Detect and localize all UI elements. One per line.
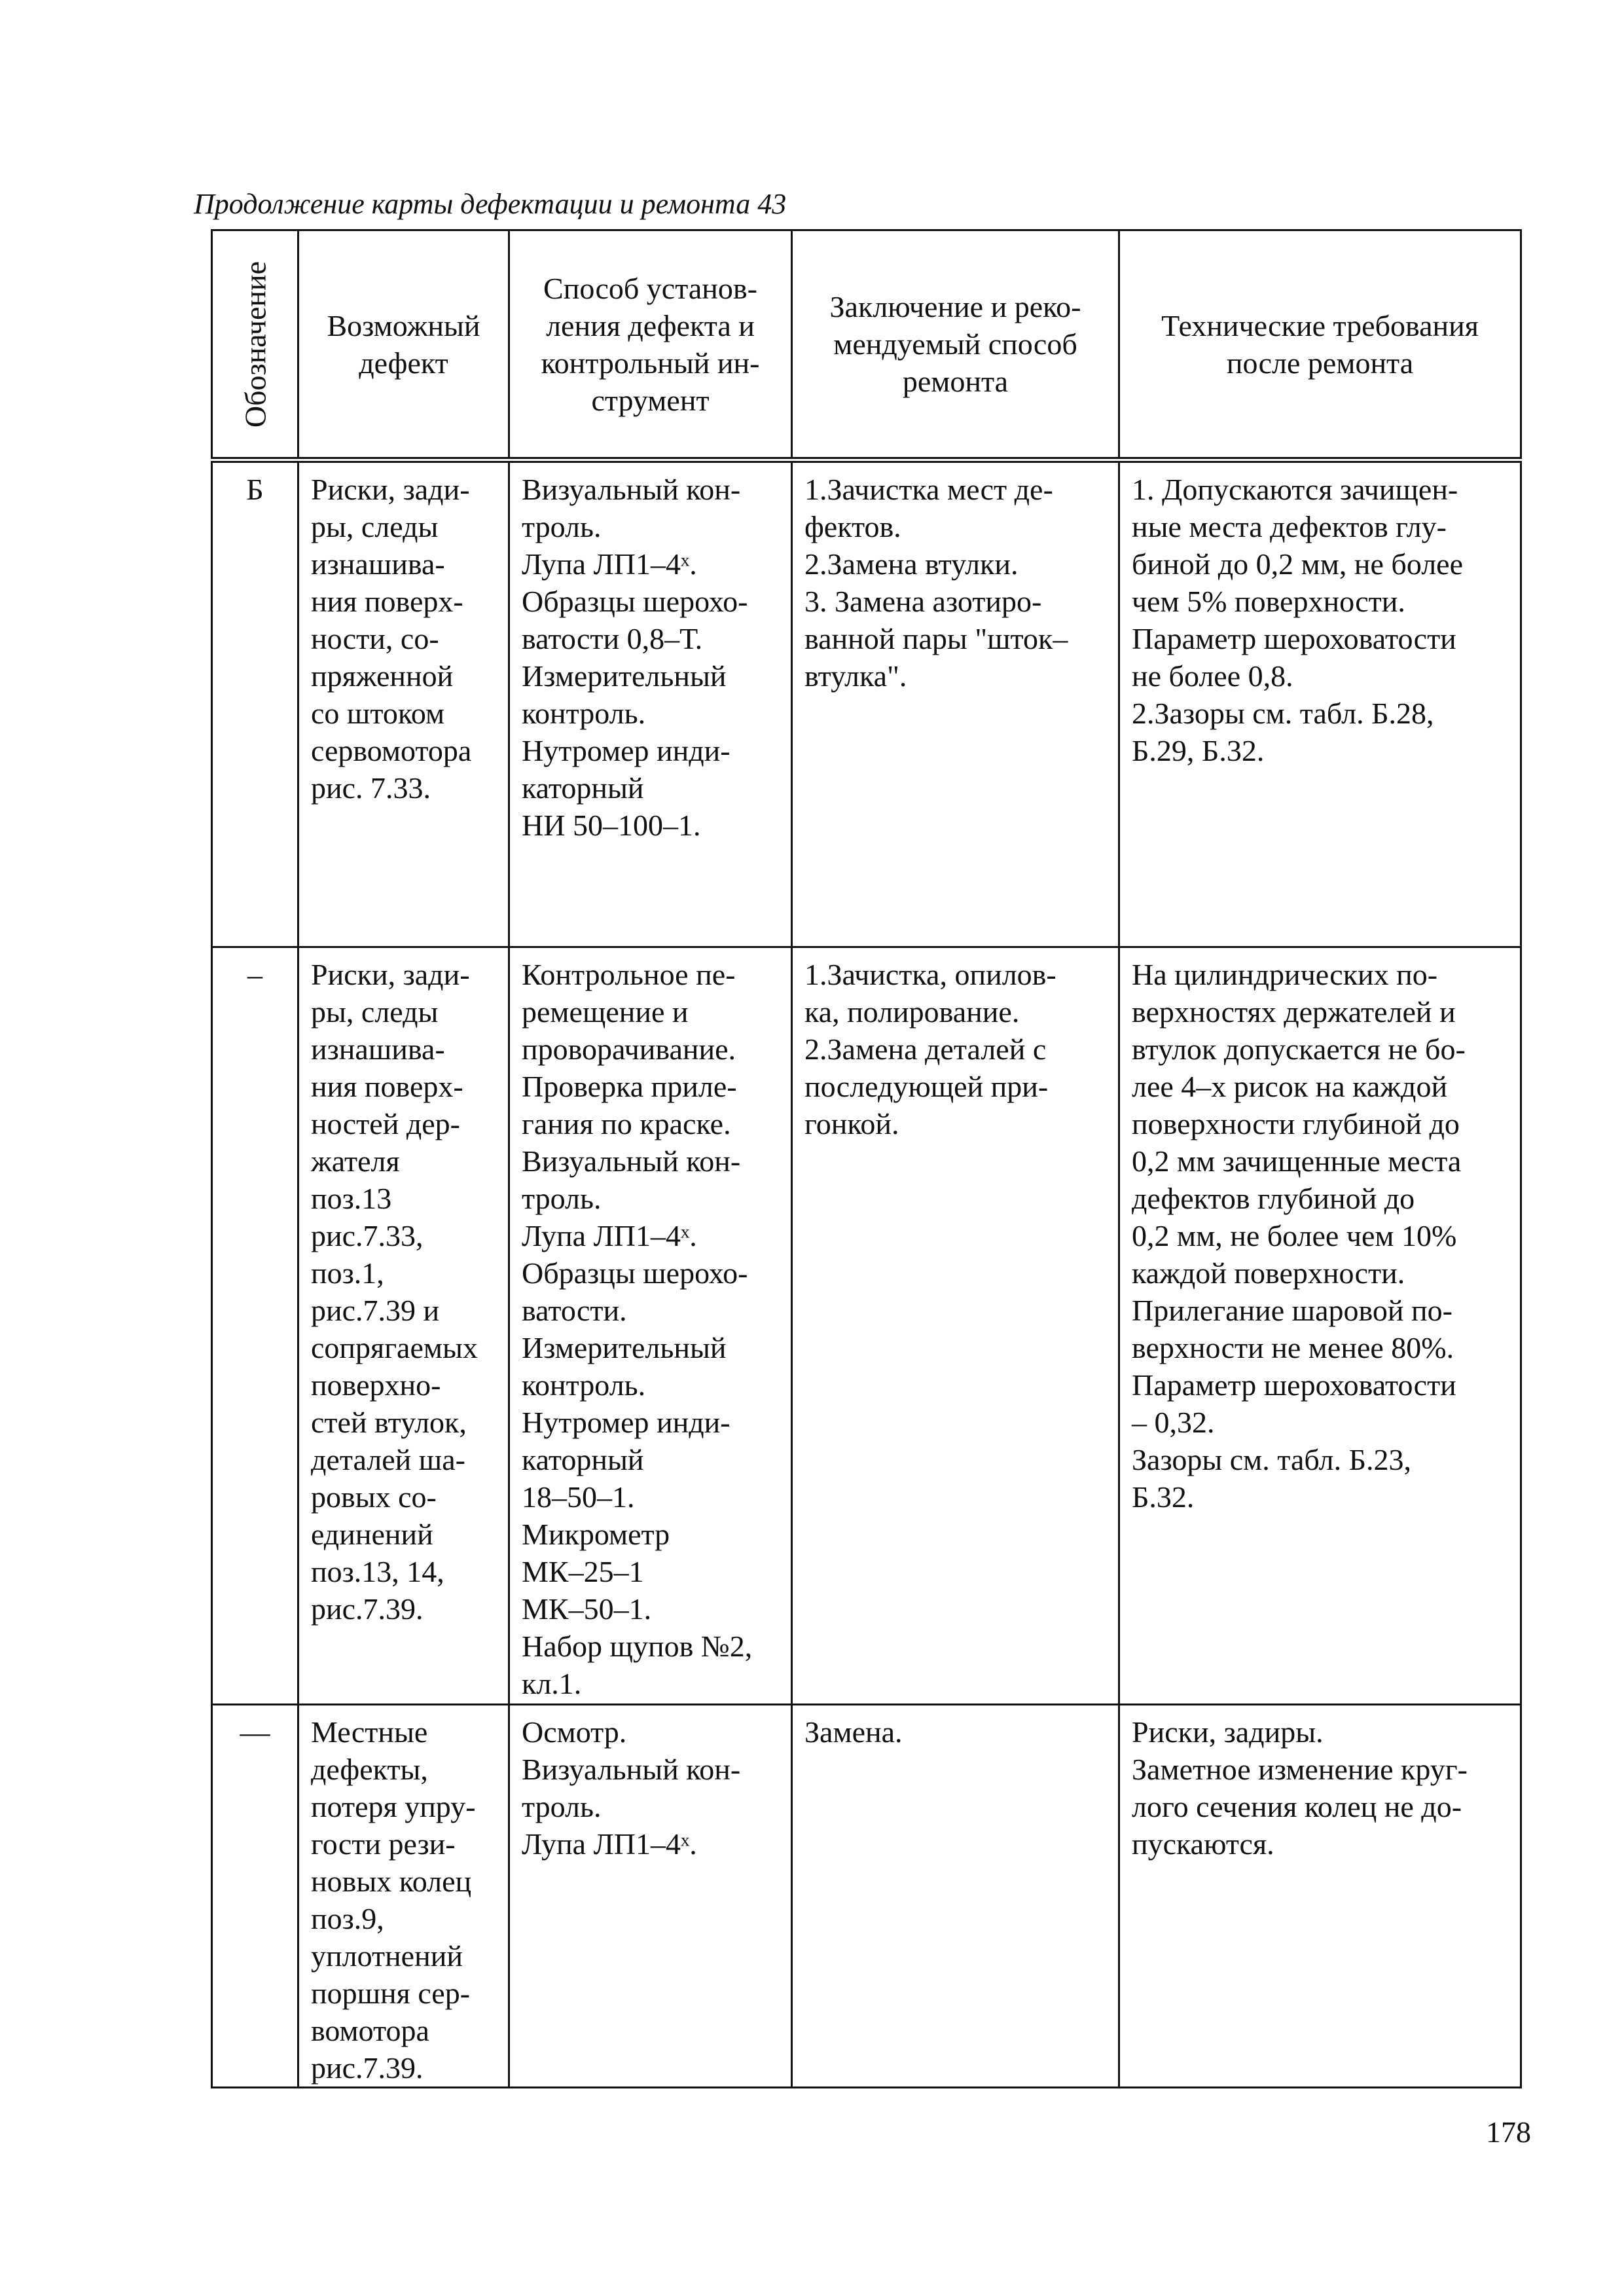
text-line: сервомотора — [311, 734, 472, 767]
table-caption: Продолжение карты дефектации и ремонта 43 — [194, 188, 787, 220]
text-line: Проверка приле- — [522, 1070, 737, 1103]
text-line: ры, следы — [311, 995, 439, 1029]
text-line: гания по краске. — [522, 1107, 731, 1140]
text-line: потеря упру- — [311, 1790, 476, 1823]
text-line: рис.7.39 и — [311, 1294, 440, 1327]
text-line: гонкой. — [804, 1107, 899, 1140]
text-line: Измерительный — [522, 1331, 727, 1364]
text-line: Осмотр. — [522, 1715, 627, 1749]
text-line: Образцы шерохо- — [522, 585, 748, 618]
text-line: Прилегание шаровой по- — [1132, 1294, 1453, 1327]
text-line: дефекты, — [311, 1753, 428, 1786]
text-line: Лупа ЛП1–4ˣ. — [522, 547, 697, 581]
text-line: МК–50–1. — [522, 1592, 652, 1626]
text-line: Б.29, Б.32. — [1132, 734, 1265, 767]
text-line: 18–50–1. — [522, 1480, 635, 1514]
header-method — [509, 230, 792, 460]
text-line: струмент — [591, 383, 710, 417]
text-line: ления дефекта и — [546, 308, 755, 342]
text-line: На цилиндрических по- — [1132, 958, 1438, 991]
text-line: троль. — [522, 1182, 602, 1215]
text-line: гости рези- — [311, 1827, 456, 1861]
text-line: Набор щупов №2, — [522, 1630, 753, 1663]
text-line: рис.7.39. — [311, 1592, 424, 1626]
text-line: Визуальный кон- — [522, 1144, 741, 1178]
cell-requirements — [1119, 1705, 1521, 2088]
cell-defect — [298, 947, 509, 1705]
text-line: ния поверх- — [311, 585, 463, 618]
text-line: ремонта — [902, 365, 1009, 398]
text-line: НИ 50–100–1. — [522, 809, 701, 842]
text-line: ные места дефектов глу- — [1132, 510, 1447, 543]
cell-mark: — — [212, 1705, 298, 2088]
text-line: поверхно- — [311, 1368, 441, 1402]
text-line: втулка". — [804, 659, 907, 693]
table-header-row — [212, 230, 1521, 460]
text-line: единений — [311, 1518, 433, 1551]
text-line: пряженной — [311, 659, 454, 693]
text-line: стей втулок, — [311, 1406, 467, 1439]
text-line: деталей ша- — [311, 1443, 465, 1476]
text-line: сопрягаемых — [311, 1331, 478, 1364]
text-line: втулок допускается не бо- — [1132, 1032, 1466, 1066]
cell-requirements — [1119, 947, 1521, 1705]
text-line: 2.Зазоры см. табл. Б.28, — [1132, 697, 1434, 730]
text-line: Заметное изменение круг- — [1132, 1753, 1468, 1786]
text-line: Риски, зади- — [311, 473, 470, 506]
text-line: троль. — [522, 1790, 602, 1823]
text-line: мендуемый способ — [833, 327, 1077, 361]
text-line: Параметр шероховатости — [1132, 1368, 1456, 1402]
cell-defect — [298, 1705, 509, 2088]
text-line: после ремонта — [1226, 346, 1414, 380]
text-line: Визуальный кон- — [522, 1753, 741, 1786]
text-line: изнашива- — [311, 1032, 445, 1066]
table-row — [212, 947, 1521, 1705]
text-line: рис. 7.33. — [311, 771, 431, 805]
text-line: биной до 0,2 мм, не более — [1132, 547, 1463, 581]
text-line: каждой поверхности. — [1132, 1256, 1405, 1290]
text-line: фектов. — [804, 510, 901, 543]
text-line: ности, со- — [311, 622, 439, 655]
cell-conclusion — [792, 947, 1119, 1705]
text-line: уплотнений — [311, 1939, 463, 1973]
text-line: Возможный — [327, 308, 480, 342]
text-line: ровых со- — [311, 1480, 437, 1514]
cell-requirements — [1119, 460, 1521, 947]
cell-defect — [298, 460, 509, 947]
header-defect — [298, 230, 509, 460]
text-line: контроль. — [522, 697, 646, 730]
text-line: контрольный ин- — [541, 346, 760, 380]
text-line: контроль. — [522, 1368, 646, 1402]
text-line: жателя — [311, 1144, 400, 1178]
text-line: поверхности глубиной до — [1132, 1107, 1460, 1140]
header-conclusion — [792, 230, 1119, 460]
text-line: 2.Замена деталей с — [804, 1032, 1047, 1066]
cell-method — [509, 947, 792, 1705]
text-line: Способ установ- — [543, 271, 757, 305]
header-mark — [212, 230, 298, 460]
text-line: со штоком — [311, 697, 445, 730]
text-line: 1.Зачистка, опилов- — [804, 958, 1056, 991]
table-row — [212, 1705, 1521, 2088]
text-line: каторный — [522, 1443, 644, 1476]
cell-mark: – — [212, 947, 298, 1705]
text-line: МК–25–1 — [522, 1555, 644, 1588]
text-line: чем 5% поверхности. — [1132, 585, 1405, 618]
text-line: Микрометр — [522, 1518, 670, 1551]
text-line: проворачивание. — [522, 1032, 736, 1066]
text-line: дефектов глубиной до — [1132, 1182, 1415, 1215]
text-line: Измерительный — [522, 659, 727, 693]
text-line: Образцы шерохо- — [522, 1256, 748, 1290]
text-line: Параметр шероховатости — [1132, 622, 1456, 655]
text-line: 0,2 мм зачищенные места — [1132, 1144, 1462, 1178]
text-line: ватости 0,8–Т. — [522, 622, 703, 655]
text-line: Нутромер инди- — [522, 1406, 731, 1439]
text-line: Контрольное пе- — [522, 958, 736, 991]
text-line: Лупа ЛП1–4ˣ. — [522, 1219, 697, 1252]
cell-method — [509, 1705, 792, 2088]
text-line: ния поверх- — [311, 1070, 463, 1103]
text-line: Зазоры см. табл. Б.23, — [1132, 1443, 1412, 1476]
cell-method — [509, 460, 792, 947]
text-line: Замена. — [804, 1715, 903, 1749]
text-line: поршня сер- — [311, 1977, 471, 2010]
text-line: поз.1, — [311, 1256, 384, 1290]
text-line: кл.1. — [522, 1667, 582, 1700]
text-line: Нутромер инди- — [522, 734, 731, 767]
text-line: поз.13, 14, — [311, 1555, 444, 1588]
defect-repair-table — [211, 229, 1522, 2088]
text-line: – 0,32. — [1132, 1406, 1215, 1439]
text-line: верхностях держателей и — [1132, 995, 1456, 1029]
text-line: лее 4–х рисок на каждой — [1132, 1070, 1448, 1103]
text-line: верхности не менее 80%. — [1132, 1331, 1454, 1364]
text-line: пускаются. — [1132, 1827, 1274, 1861]
header-requirements — [1119, 230, 1521, 460]
text-line: ры, следы — [311, 510, 439, 543]
text-line: ванной пары "шток– — [804, 622, 1068, 655]
cell-conclusion — [792, 1705, 1119, 2088]
cell-mark: Б — [212, 460, 298, 947]
text-line: троль. — [522, 510, 602, 543]
text-line: Риски, задиры. — [1132, 1715, 1324, 1749]
text-line: не более 0,8. — [1132, 659, 1293, 693]
text-line: 3. Замена азотиро- — [804, 585, 1042, 618]
header-mark-label: Обозначение — [238, 261, 272, 428]
text-line: Риски, зади- — [311, 958, 470, 991]
text-line: 2.Замена втулки. — [804, 547, 1019, 581]
text-line: поз.13 — [311, 1182, 392, 1215]
text-line: Визуальный кон- — [522, 473, 741, 506]
text-line: 1.Зачистка мест де- — [804, 473, 1053, 506]
text-line: Технические требования — [1161, 308, 1479, 342]
text-line: ватости. — [522, 1294, 627, 1327]
text-line: 1. Допускаются зачищен- — [1132, 473, 1458, 506]
text-line: Б.32. — [1132, 1480, 1195, 1514]
text-line: новых колец — [311, 1865, 472, 1898]
table-row — [212, 460, 1521, 947]
text-line: Местные — [311, 1715, 428, 1749]
text-line: поз.9, — [311, 1902, 384, 1935]
text-line: рис.7.33, — [311, 1219, 424, 1252]
text-line: Заключение и реко- — [829, 290, 1081, 323]
text-line: последующей при- — [804, 1070, 1049, 1103]
text-line: дефект — [359, 346, 448, 380]
text-line: рис.7.39. — [311, 2051, 424, 2085]
text-line: Лупа ЛП1–4ˣ. — [522, 1827, 697, 1861]
text-line: изнашива- — [311, 547, 445, 581]
text-line: ностей дер- — [311, 1107, 460, 1140]
text-line: 0,2 мм, не более чем 10% — [1132, 1219, 1457, 1252]
text-line: ка, полирование. — [804, 995, 1020, 1029]
text-line: лого сечения колец не до- — [1132, 1790, 1462, 1823]
text-line: каторный — [522, 771, 644, 805]
cell-conclusion — [792, 460, 1119, 947]
text-line: ремещение и — [522, 995, 689, 1029]
text-line: вомотора — [311, 2014, 429, 2047]
page-number: 178 — [1486, 2115, 1531, 2149]
